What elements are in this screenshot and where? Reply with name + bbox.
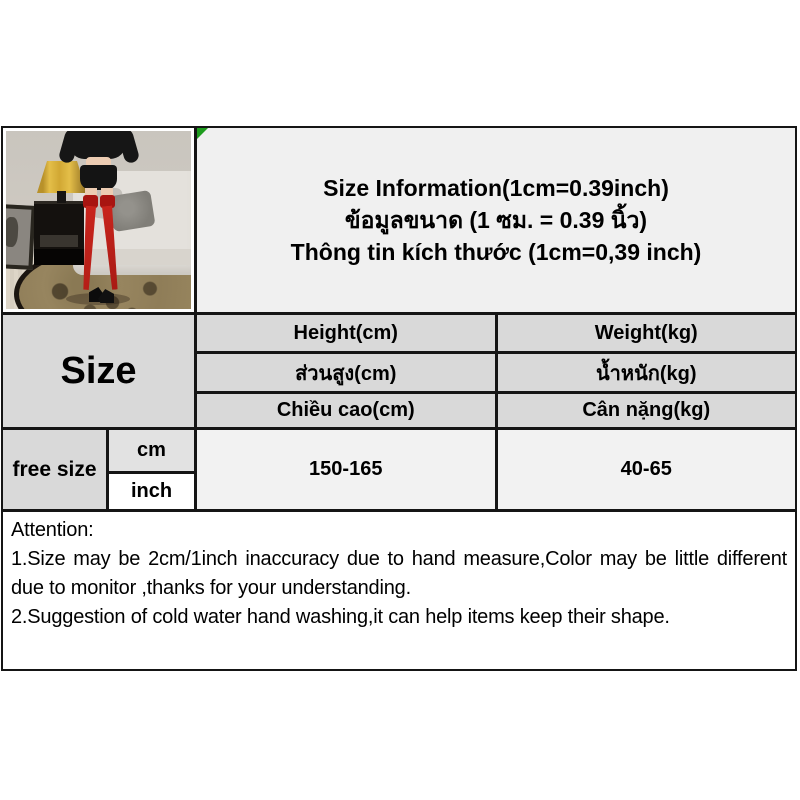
title-thai: ข้อมูลขนาด (1 ซม. = 0.39 นิ้ว) <box>344 207 648 233</box>
size-chart-sheet <box>1 126 797 671</box>
height-header-vi: Chiều cao(cm) <box>197 394 495 427</box>
weight-header-th: น้ำหนัก(kg) <box>498 354 796 391</box>
size-info-header <box>197 128 795 312</box>
model-black-shorts <box>80 165 117 190</box>
red-stocking-right <box>101 205 122 290</box>
title-vietnamese: Thông tin kích thước (1cm=0,39 inch) <box>290 239 702 265</box>
attention-title: Attention: <box>11 519 94 541</box>
unit-cm: cm <box>109 430 194 471</box>
weight-value: 40-65 <box>498 430 796 509</box>
photo-model <box>62 131 138 309</box>
red-stocking-left <box>79 206 97 291</box>
photo-scene <box>6 131 191 309</box>
title-english: Size Information(1cm=0.39inch) <box>323 175 669 201</box>
weight-header-en: Weight(kg) <box>498 315 796 351</box>
size-table <box>3 128 795 669</box>
weight-header-vi: Cân nặng(kg) <box>498 394 796 427</box>
size-column-header: Size <box>3 315 194 427</box>
cell-corner-marker-icon <box>197 128 208 139</box>
attention-section <box>3 512 795 669</box>
height-header-th: ส่วนสูง(cm) <box>197 354 495 391</box>
row-label-free-size: free size <box>3 430 106 509</box>
height-header-en: Height(cm) <box>197 315 495 351</box>
product-photo <box>3 128 194 312</box>
unit-inch: inch <box>109 474 194 509</box>
attention-note-1: 1.Size may be 2cm/1inch inaccuracy due to hand measure,Color may be little different due to monitor ,thanks for your understanding. <box>11 548 787 599</box>
model-black-top <box>70 131 126 159</box>
height-value: 150-165 <box>197 430 495 509</box>
attention-note-2: 2.Suggestion of cold water hand washing,it can help items keep their shape. <box>11 606 670 628</box>
